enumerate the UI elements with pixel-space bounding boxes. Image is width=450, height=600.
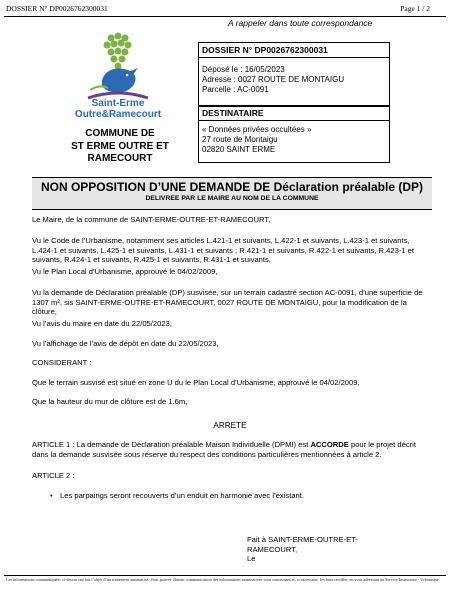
banner-bottom-rule bbox=[32, 209, 432, 210]
maire-paragraph: Le Maire, de la commune de SAINT-ERME-OUTRE-ET-RAMECOURT, bbox=[32, 215, 271, 224]
decision-subtitle: DELIVREE PAR LE MAIRE AU NOM DE LA COMMUNE bbox=[145, 195, 319, 202]
article1-text-a: ARTICLE 1 : La demande de Déclaration préalable Maison Individuelle (DPMI) est bbox=[32, 440, 311, 449]
destinataire-line2: 27 route de Montaigu bbox=[202, 135, 278, 144]
depose-date: Déposé le : 16/05/2023 bbox=[202, 65, 285, 74]
commune-name bbox=[40, 128, 200, 166]
dossier-header: DOSSIER N° DP0026762300031 bbox=[6, 4, 108, 13]
dossier-box-title: DOSSIER N° DP0026762300031 bbox=[202, 45, 328, 55]
logo-text-line2: Outre&Ramecourt bbox=[74, 109, 162, 120]
parcelle: Parcelle : AC-0091 bbox=[202, 85, 269, 94]
signature-block bbox=[247, 535, 367, 564]
bullet-item bbox=[50, 491, 304, 501]
commune-line2: ST ERME OUTRE ET bbox=[71, 140, 169, 152]
commune-line1: COMMUNE DE bbox=[85, 128, 155, 139]
decision-banner bbox=[32, 178, 432, 209]
signature-le: Le bbox=[247, 554, 256, 563]
bullet-text: Les parpaings seront recouverts d’un enduit en harmonie avec l’existant. bbox=[60, 491, 304, 500]
logo-text-line1: Saint-Erme bbox=[91, 98, 145, 109]
article1-text-c: pour le projet décrit dans la demande susvisée sous réserve du respect des conditions particulières mentionnées à article 2. bbox=[32, 440, 416, 459]
considerant-heading: CONSIDERANT : bbox=[32, 358, 92, 367]
bullet-icon: • bbox=[50, 491, 53, 500]
plu-paragraph: Vu le Plan Local d’Urbanisme, approuvé le 04/02/2009, bbox=[32, 267, 218, 276]
legal-footer: Les informations communiquées ci-dessus ont fait l’objet d’un traitement automatisé. Vous pouvez obtenir communication des informations nominatives vous concernant et, si nécessaire, les faire rectifier, en vous adressant au Service Instructeur - Urbanisme. bbox=[6, 577, 440, 582]
destinataire-box bbox=[198, 105, 390, 163]
dossier-box bbox=[198, 42, 390, 107]
avis-maire-paragraph: Vu l’avis du maire en date du 22/05/2023, bbox=[32, 319, 172, 328]
commune-logo bbox=[74, 28, 162, 136]
destinataire-line1: « Données privées occultées » bbox=[202, 125, 312, 134]
commune-line3: RAMECOURT bbox=[87, 153, 153, 164]
decision-title: NON OPPOSITION D’UNE DEMANDE DE Déclaration préalable (DP) bbox=[40, 180, 424, 194]
adresse: Adresse : 0027 ROUTE DE MONTAIGU bbox=[202, 75, 345, 84]
zone-paragraph: Que le terrain susvisé est situé en zone U du le Plan Local d’Urbanisme, approuvé le 04/02/2009, bbox=[32, 378, 360, 387]
code-urbanisme-paragraph: Vu le Code de l’Urbanisme, notamment ses articles L.421-1 et suivants, L.422-1 et suivants, L.423-1 et suivants, L.424-1 et suivants, L.425-1 et suivants, L.431-1 et suivants ; R.421-1 et suivants, R.422-1 et suivants, R.423-1 et suivants, R.424-1 et suivants, R.425-1 et suivants, R.431-1 et suivants, bbox=[32, 236, 415, 264]
affichage-paragraph: Vu l’affichage de l’avis de dépôt en date du 22/05/2023, bbox=[32, 339, 219, 348]
rappel-note: A rappeler dans toute correspondance bbox=[228, 18, 373, 28]
dossier-box-divider bbox=[199, 57, 389, 58]
article2-heading: ARTICLE 2 : bbox=[32, 471, 75, 480]
destinataire-line3: 02820 SAINT ERME bbox=[202, 145, 276, 154]
signature-place: Fait à SAINT-ERME-OUTRE-ET-RAMECOURT, bbox=[247, 535, 358, 554]
demande-paragraph: Vu la demande de Déclaration préalable (DP) susvisée, sur un terrain cadastré section AC-0091, d’une superficie de 1307 m², sis SAINT-ERME-OUTRE-ET-RAMECOURT, 0027 ROUTE DE MONTAIGU, pour la modification de la clôture, bbox=[32, 288, 423, 316]
arrete-heading: ARRETE bbox=[213, 421, 247, 430]
header-divider bbox=[4, 16, 446, 17]
article1-paragraph bbox=[32, 440, 428, 459]
article1-accorde: ACCORDE bbox=[310, 440, 349, 449]
page-number: Page 1 / 2 bbox=[400, 4, 430, 13]
destinataire-divider bbox=[199, 120, 389, 121]
destinataire-title: DESTINATAIRE bbox=[202, 108, 264, 118]
hauteur-paragraph: Que la hauteur du mur de clôture est de 1.6m, bbox=[32, 397, 188, 406]
footer-divider bbox=[4, 575, 446, 576]
